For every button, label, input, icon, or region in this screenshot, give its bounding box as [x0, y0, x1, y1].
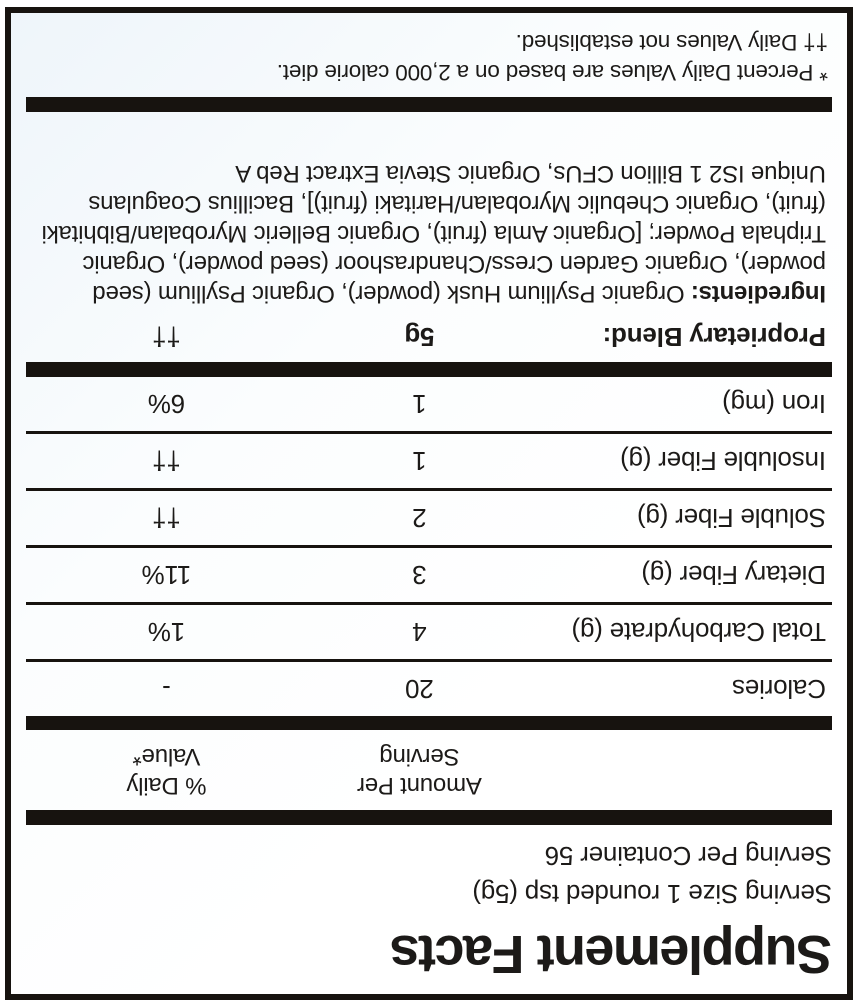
row-label: Soluble Fiber (g) — [637, 503, 826, 534]
row-dv: 1% — [147, 617, 186, 648]
row-separator — [26, 431, 832, 434]
header-dv-line1: % Daily — [126, 772, 207, 800]
table-row-dietary-fiber — [26, 548, 832, 602]
ingredients-paragraph — [26, 158, 832, 308]
supplement-facts-label — [5, 7, 853, 1000]
table-row-proprietary-blend — [26, 316, 832, 362]
row-label: Calories — [732, 674, 826, 705]
table-row-soluble-fiber — [26, 491, 832, 545]
row-label: Iron (mg) — [722, 389, 826, 420]
table-header-row — [26, 730, 832, 810]
row-amount: 5g — [404, 322, 435, 353]
table-row-insoluble-fiber — [26, 434, 832, 488]
row-dv: †† — [152, 322, 181, 353]
row-label: Dietary Fiber (g) — [641, 560, 826, 591]
header-amount-per-serving — [307, 742, 532, 800]
row-amount: 3 — [412, 560, 427, 591]
footnotes-block — [26, 21, 832, 87]
servings-per-container-line: Serving Per Container 56 — [544, 841, 832, 872]
row-label: Proprietary Blend: — [602, 322, 826, 353]
footnote-percent-daily-values: * Percent Daily Values are based on a 2,000 calorie diet. — [276, 60, 828, 85]
row-separator — [26, 488, 832, 491]
header-amount-line1: Amount Per — [357, 772, 482, 800]
serving-size-line: Serving Size 1 rounded tsp (5g) — [472, 879, 832, 910]
header-dv-line2: Value* — [132, 743, 201, 771]
row-separator — [26, 602, 832, 605]
row-label: Total Carbohydrate (g) — [571, 617, 826, 648]
row-dv: - — [162, 674, 171, 705]
row-amount: 20 — [405, 674, 434, 705]
row-label: Insoluble Fiber (g) — [620, 446, 826, 477]
label-title: Supplement Facts — [390, 924, 832, 984]
thick-rule-proprietary — [26, 362, 832, 377]
table-row-calories — [26, 662, 832, 716]
table-row-iron — [26, 377, 832, 431]
thick-rule-top — [26, 810, 832, 825]
table-row-total-carbohydrate — [26, 605, 832, 659]
row-dv: 6% — [147, 389, 186, 420]
row-amount: 1 — [412, 389, 427, 420]
row-amount: 2 — [412, 503, 427, 534]
thick-rule-header — [26, 716, 832, 730]
row-dv: 11% — [141, 560, 192, 591]
header-daily-value — [26, 742, 307, 800]
header-amount-line2: Serving — [379, 743, 460, 771]
ingredients-body: Organic Psyllium Husk (powder), Organic Psyllium (seed powder), Organic Garden Cress/Chandrashoor (seed powder), Organic Triphala Powder; [Organic Amla (fruit), Organic Belleric Myrobalan/Bibhitaki (fruit), Organic Chebulic Myrobalan/Haritaki (fruit)], Bacillius Coagulans Unique IS2 1 Billion CFUs, Organic Stevia Extract Reb A — [41, 160, 826, 308]
thick-rule-footnotes — [26, 97, 832, 112]
row-amount: 1 — [412, 446, 427, 477]
row-dv: †† — [152, 503, 181, 534]
row-dv: †† — [152, 446, 181, 477]
row-separator — [26, 659, 832, 662]
row-amount: 4 — [412, 617, 427, 648]
footnote-dv-not-established: †† Daily Values not established. — [515, 30, 828, 55]
ingredients-lead: Ingredients: — [691, 280, 826, 308]
row-separator — [26, 545, 832, 548]
